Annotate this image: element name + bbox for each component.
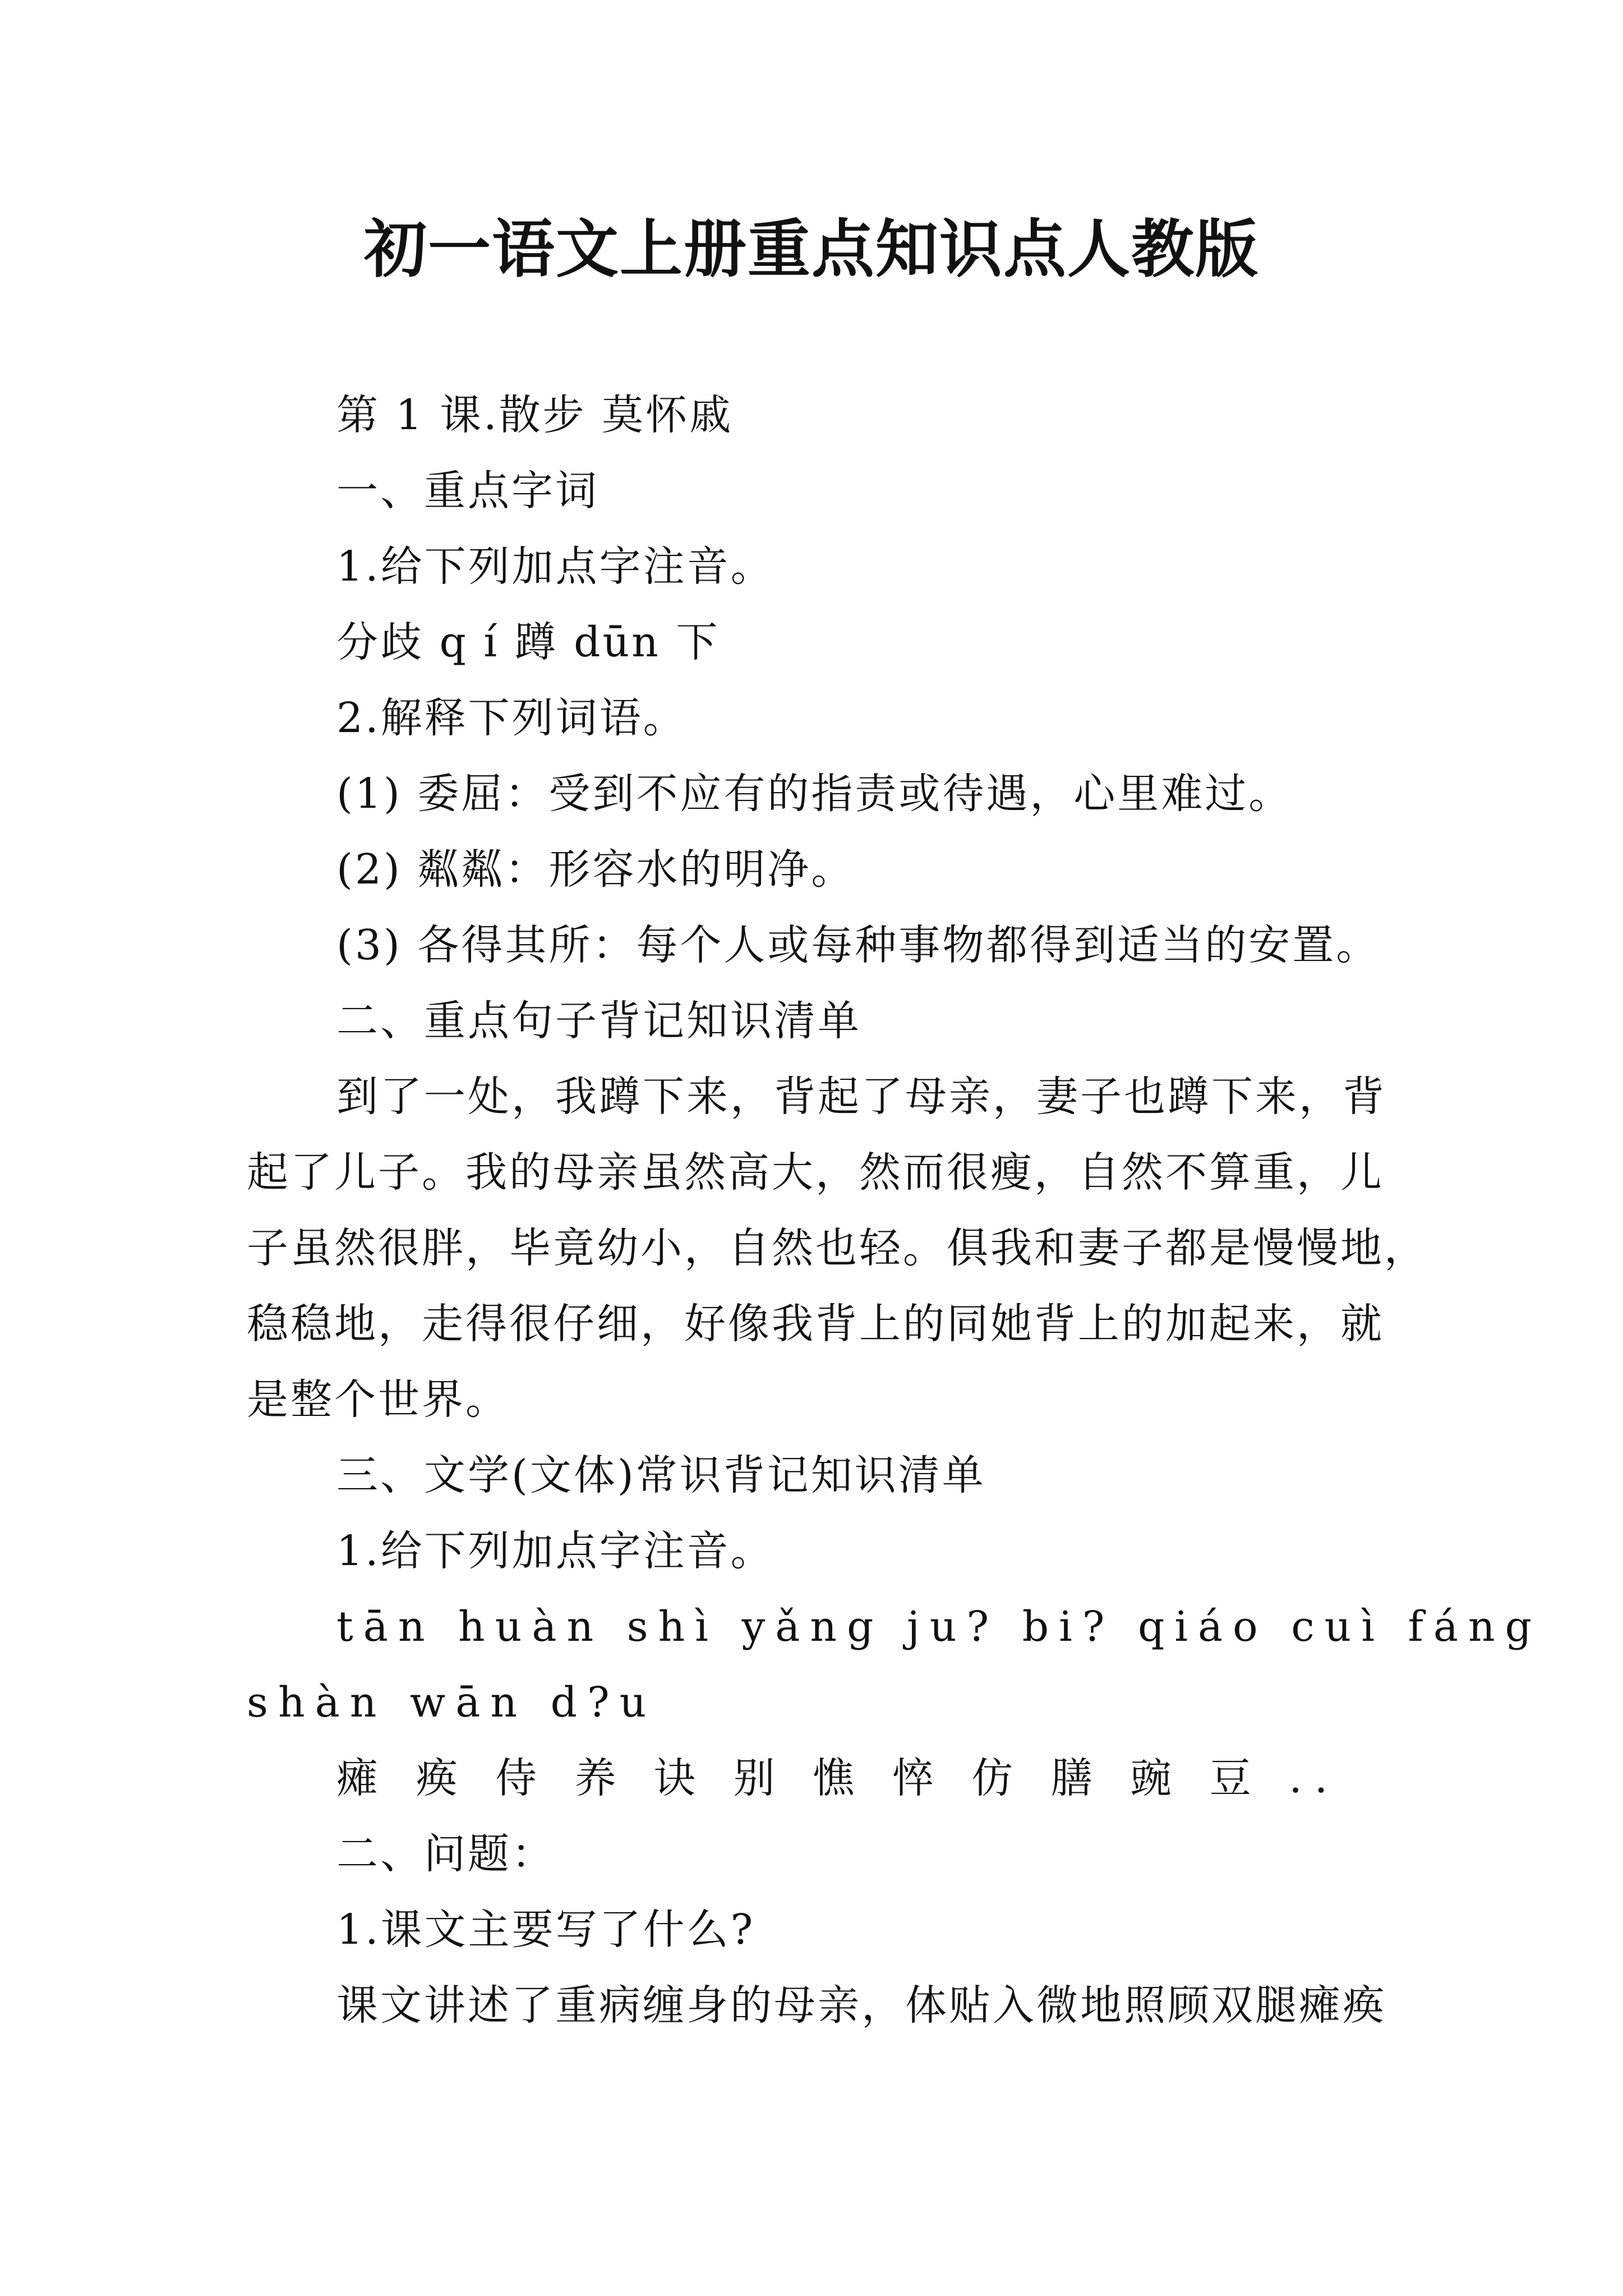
definition-item-3: (3) 各得其所：每个人或每种事物都得到适当的安置。	[336, 921, 1380, 969]
definition-item-2: (2) 粼粼：形容水的明净。	[336, 845, 855, 894]
pinyin-line: shàn wān d?u	[247, 1678, 657, 1727]
section-heading-key-words: 一、重点字词	[336, 467, 599, 515]
answer-line: 课文讲述了重病缠身的母亲，体贴入微地照顾双腿瘫痪	[336, 1981, 1386, 2030]
pinyin-answer-line: 分歧 q í 蹲 dūn 下	[336, 618, 720, 666]
document-title: 初一语文上册重点知识点人教版	[364, 213, 1259, 286]
paragraph-line: 是整个世界。	[247, 1375, 509, 1424]
section-heading-key-sentences: 二、重点句子背记知识清单	[336, 997, 861, 1045]
paragraph-line: 到了一处，我蹲下来，背起了母亲，妻子也蹲下来，背	[336, 1073, 1386, 1121]
paragraph-line: 稳稳地，走得很仔细，好像我背上的同她背上的加起来，就	[247, 1300, 1384, 1348]
question-main-idea: 1.课文主要写了什么?	[336, 1906, 755, 1954]
paragraph-line: 起了儿子。我的母亲虽然高大，然而很瘦，自然不算重，儿	[247, 1148, 1384, 1197]
section-heading-questions: 二、问题：	[336, 1830, 555, 1878]
pinyin-line: tān huàn shì yǎng ju? bi? qiáo cuì fáng	[336, 1603, 1542, 1651]
lesson-heading: 第 1 课.散步 莫怀戚	[336, 391, 734, 439]
paragraph-line: 子虽然很胖，毕竟幼小，自然也轻。俱我和妻子都是慢慢地，	[247, 1224, 1428, 1272]
question-pinyin: 1.给下列加点字注音。	[336, 542, 774, 591]
definition-item-1: (1) 委屈：受到不应有的指责或待遇，心里难过。	[336, 770, 1293, 818]
question-explain-words: 2.解释下列词语。	[336, 694, 687, 742]
question-pinyin-2: 1.给下列加点字注音。	[336, 1527, 774, 1575]
section-heading-literature: 三、文学(文体)常识背记知识清单	[336, 1451, 986, 1499]
characters-line: 瘫 痪 侍 养 诀 别 憔 悴 仿 膳 豌 豆 ..	[336, 1754, 1340, 1802]
